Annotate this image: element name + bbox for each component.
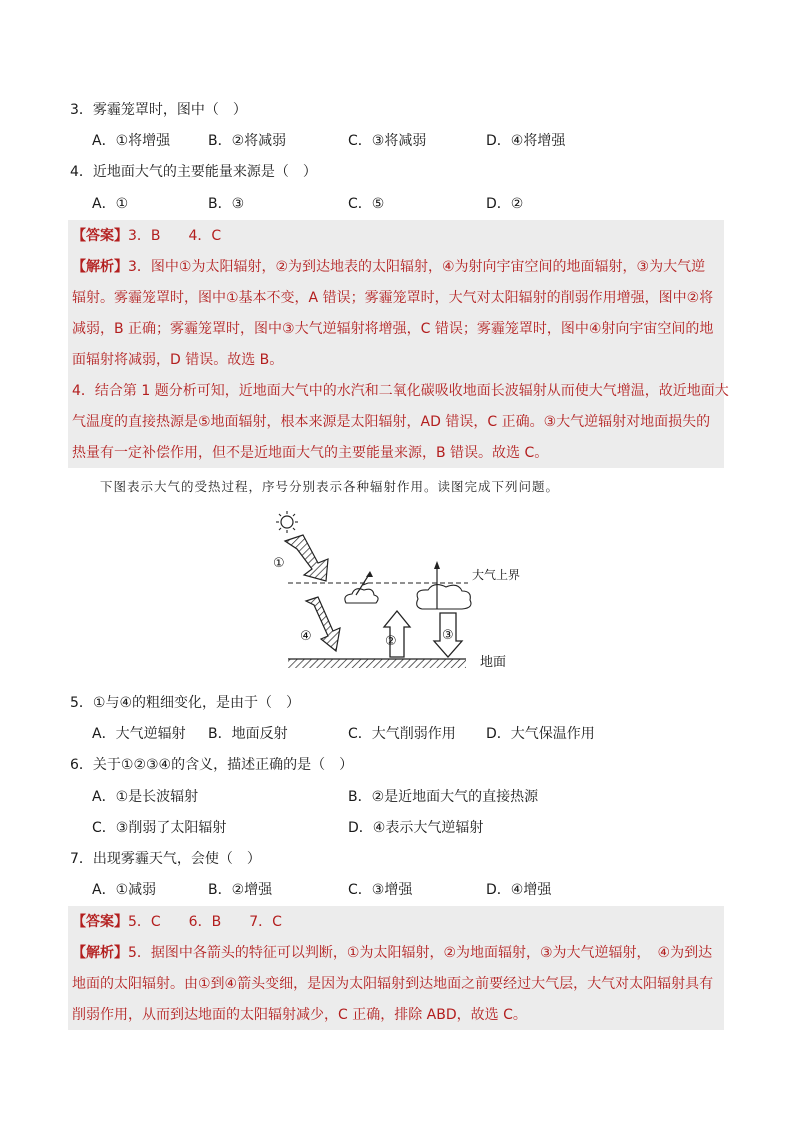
q7-option-c: C．③增强 bbox=[348, 882, 413, 898]
atmosphere-heating-diagram bbox=[260, 505, 560, 675]
analysis2-line-3: 削弱作用，从而到达地面的太阳辐射减少，C 正确，排除 ABD，故选 C。 bbox=[72, 1007, 527, 1023]
analysis-line-3: 减弱，B 正确；雾霾笼罩时，图中③大气逆辐射将增强，C 错误；雾霾笼罩时，图中④射向宇宙空间的地 bbox=[72, 321, 714, 337]
analysis-line-5: 4．结合第 1 题分析可知，近地面大气中的水汽和二氧化碳吸收地面长波辐射从而使大气增温，故近地面大 bbox=[72, 383, 729, 399]
question-4-stem: 4．近地面大气的主要能量来源是（ ） bbox=[70, 164, 317, 180]
analysis-tag: 【解析】 bbox=[72, 259, 128, 275]
q4-option-c: C．⑤ bbox=[348, 196, 385, 212]
analysis2-line-1 bbox=[72, 943, 712, 963]
q4-option-b: B．③ bbox=[208, 196, 245, 212]
q7-option-d: D．④增强 bbox=[486, 882, 552, 898]
q3-option-b: B．②将减弱 bbox=[208, 133, 287, 149]
question-7-stem: 7．出现雾霾天气，会使（ ） bbox=[70, 851, 261, 867]
label-4: ④ bbox=[300, 629, 312, 644]
q4-option-d: D．② bbox=[486, 196, 524, 212]
q6-option-d: D．④表示大气逆辐射 bbox=[348, 820, 484, 836]
q3-option-d: D．④将增强 bbox=[486, 133, 566, 149]
answer-text: 3．B 4．C bbox=[128, 228, 222, 244]
analysis-line-1 bbox=[72, 257, 705, 277]
q6-option-b: B．②是近地面大气的直接热源 bbox=[348, 789, 539, 805]
q7-option-a: A．①减弱 bbox=[92, 882, 157, 898]
sun-icon bbox=[276, 511, 298, 533]
question-5-stem: 5．①与④的粗细变化，是由于（ ） bbox=[70, 695, 301, 711]
label-atmosphere-top: 大气上界 bbox=[472, 568, 521, 582]
analysis-text: 3．图中①为太阳辐射，②为到达地表的太阳辐射，④为射向宇宙空间的地面辐射，③为大气逆 bbox=[128, 259, 706, 275]
small-cloud-icon bbox=[345, 589, 378, 603]
q5-option-c: C．大气削弱作用 bbox=[348, 726, 456, 742]
q4-option-a: A．① bbox=[92, 196, 129, 212]
ground-hatch bbox=[288, 659, 466, 668]
analysis-tag: 【解析】 bbox=[72, 945, 128, 961]
q5-option-b: B．地面反射 bbox=[208, 726, 288, 742]
q7-option-b: B．②增强 bbox=[208, 882, 273, 898]
answer-tag: 【答案】 bbox=[72, 228, 128, 244]
label-2: ② bbox=[385, 634, 397, 649]
answer-line-1 bbox=[72, 226, 221, 246]
question-6-stem: 6．关于①②③④的含义，描述正确的是（ ） bbox=[70, 757, 354, 773]
label-3: ③ bbox=[442, 628, 454, 643]
large-cloud-icon bbox=[417, 585, 471, 609]
label-ground: 地面 bbox=[480, 655, 507, 670]
arrow-1-solar-radiation bbox=[285, 535, 328, 581]
q5-option-d: D．大气保温作用 bbox=[486, 726, 595, 742]
answer-text: 5．C 6．B 7．C bbox=[128, 914, 282, 930]
analysis-line-2: 辐射。雾霾笼罩时，图中①基本不变，A 错误；雾霾笼罩时，大气对太阳辐射的削弱作用增强，图中②将 bbox=[72, 290, 714, 306]
q6-option-a: A．①是长波辐射 bbox=[92, 789, 199, 805]
question-3-stem: 3．雾霾笼罩时，图中（ ） bbox=[70, 102, 247, 118]
answer-tag: 【答案】 bbox=[72, 914, 128, 930]
q3-option-c: C．③将减弱 bbox=[348, 133, 427, 149]
analysis-line-6: 气温度的直接热源是⑤地面辐射，根本来源是太阳辐射，AD 错误，C 正确。③大气逆辐射对地面损失的 bbox=[72, 414, 711, 430]
q5-option-a: A．大气逆辐射 bbox=[92, 726, 186, 742]
analysis-text: 5．据图中各箭头的特征可以判断，①为太阳辐射，②为地面辐射，③为大气逆辐射， ④为到达 bbox=[128, 945, 713, 961]
q6-option-c: C．③削弱了太阳辐射 bbox=[92, 820, 227, 836]
answer-line-2 bbox=[72, 912, 282, 932]
analysis2-line-2: 地面的太阳辐射。由①到④箭头变细，是因为太阳辐射到达地面之前要经过大气层，大气对太阳辐射具有 bbox=[72, 976, 714, 992]
analysis-line-4: 面辐射将减弱，D 错误。故选 B。 bbox=[72, 352, 284, 368]
analysis-line-7: 热量有一定补偿作用，但不是近地面大气的主要能量来源，B 错误。故选 C。 bbox=[72, 445, 549, 461]
diagram-intro: 下图表示大气的受热过程，序号分别表示各种辐射作用。读图完成下列问题。 bbox=[100, 479, 560, 494]
label-1: ① bbox=[273, 556, 285, 571]
q3-option-a: A．①将增强 bbox=[92, 133, 171, 149]
